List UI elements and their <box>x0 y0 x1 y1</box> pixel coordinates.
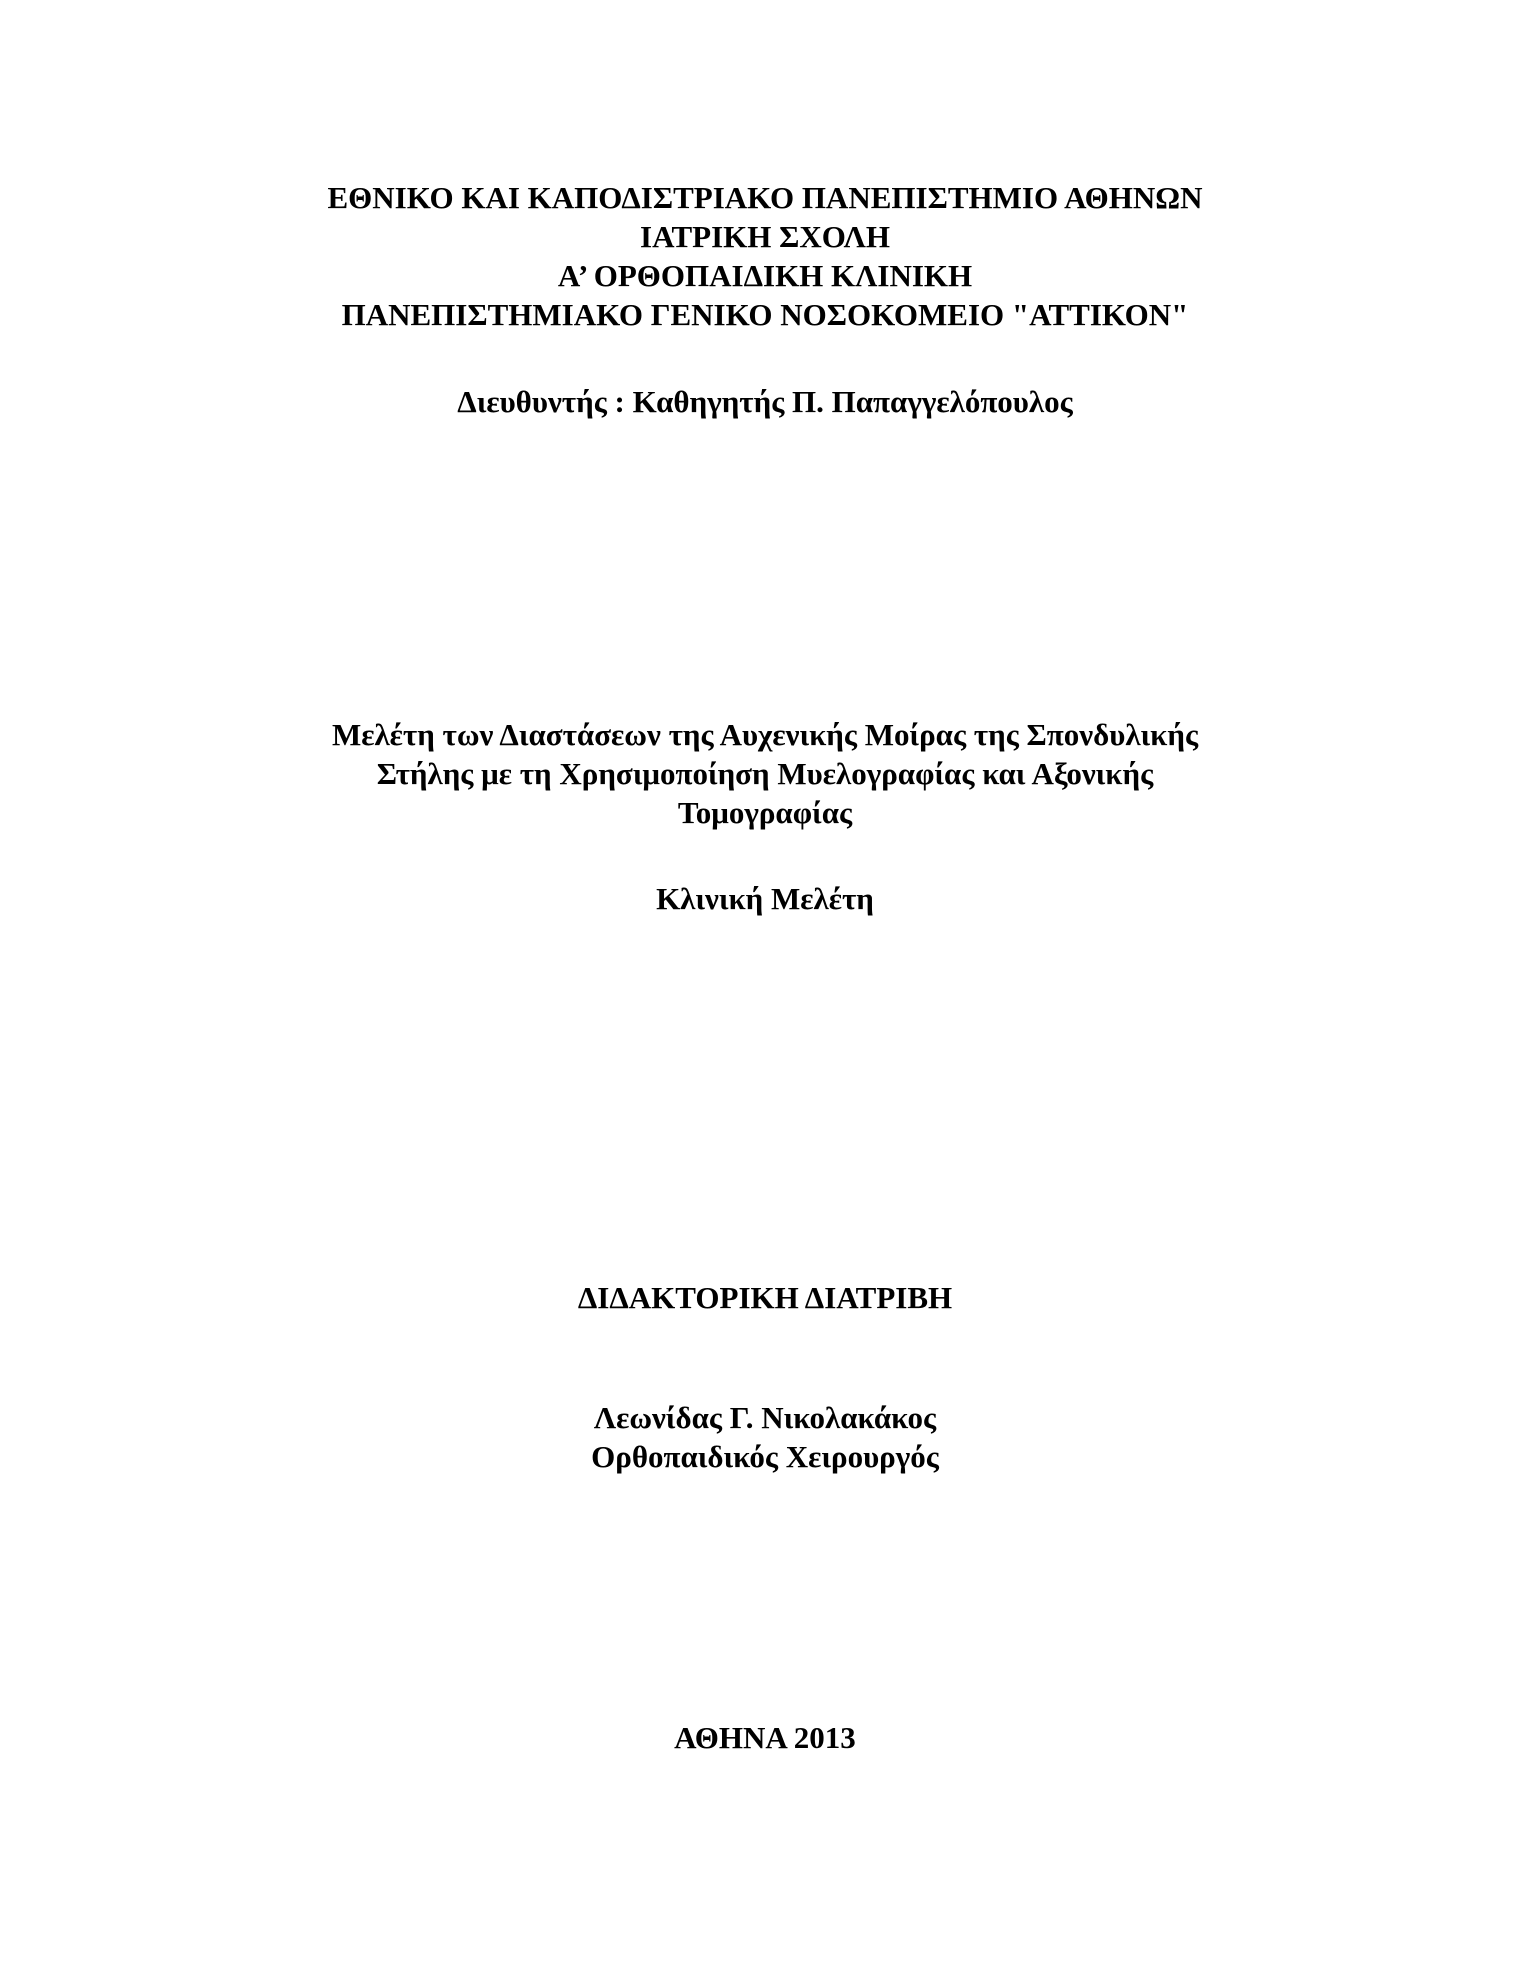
study-type <box>0 879 1530 918</box>
degree-text: ΔΙΔΑΚΤΟΡΙΚΗ ΔΙΑΤΡΙΒΗ <box>577 1280 953 1315</box>
university-name: ΕΘΝΙΚΟ ΚΑΙ ΚΑΠΟΔΙΣΤΡΙΑΚΟ ΠΑΝΕΠΙΣΤΗΜΙΟ ΑΘΗΝΩΝ <box>327 180 1203 215</box>
place-year <box>0 1718 1530 1757</box>
director-line <box>0 382 1530 421</box>
thesis-title-line: Τομογραφίας <box>677 795 853 830</box>
thesis-title-line: Μελέτη των Διαστάσεων της Αυχενικής Μοίρας της Σπονδυλικής <box>331 717 1199 752</box>
thesis-title <box>0 715 1530 832</box>
study-type-text: Κλινική Μελέτη <box>656 881 874 916</box>
clinic-name: Α’ ΟΡΘΟΠΑΙΔΙΚΗ ΚΛΙΝΙΚΗ <box>557 258 973 293</box>
director-text: Διευθυντής : Καθηγητής Π. Παπαγγελόπουλος <box>457 384 1073 419</box>
author-block <box>0 1398 1530 1476</box>
author-title: Ορθοπαιδικός Χειρουργός <box>591 1439 939 1474</box>
author-name: Λεωνίδας Γ. Νικολακάκος <box>593 1400 937 1435</box>
school-name: ΙΑΤΡΙΚΗ ΣΧΟΛΗ <box>640 219 890 254</box>
thesis-title-line: Στήλης με τη Χρησιμοποίηση Μυελογραφίας και Αξονικής <box>376 756 1154 791</box>
degree-heading <box>0 1278 1530 1317</box>
hospital-name: ΠΑΝΕΠΙΣΤΗΜΙΑΚΟ ΓΕΝΙΚΟ ΝΟΣΟΚΟΜΕΙΟ "ΑΤΤΙΚΟΝ" <box>341 297 1189 332</box>
place-year-text: ΑΘΗΝΑ 2013 <box>674 1720 856 1755</box>
institution-header <box>0 178 1530 334</box>
